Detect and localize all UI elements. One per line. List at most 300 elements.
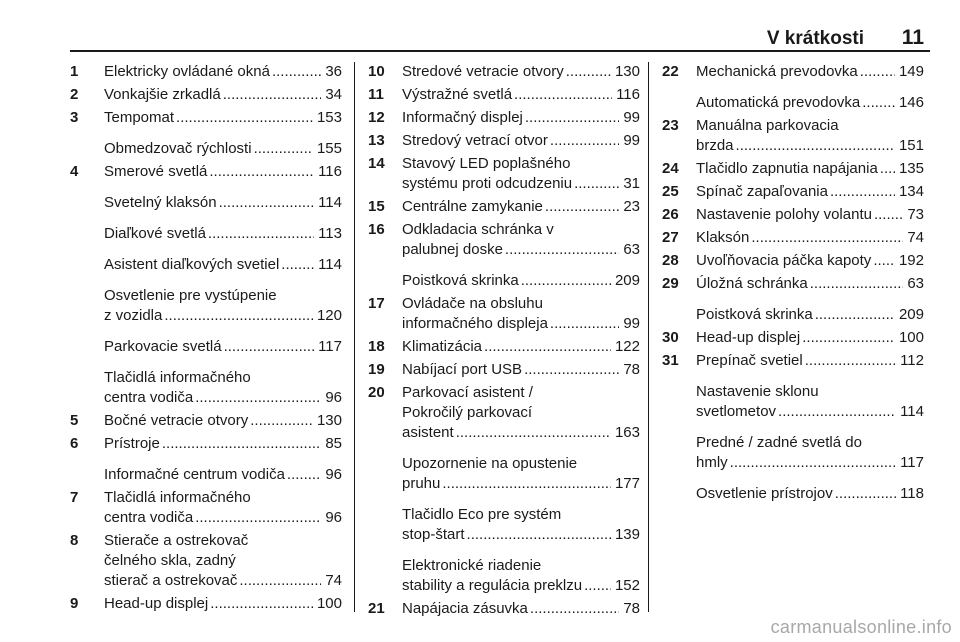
dot-leader — [272, 62, 321, 82]
entry-text — [696, 159, 924, 179]
entry-label: Automatická prevodovka — [696, 94, 861, 111]
entry-label: Tlačidlo zapnutia napájania — [696, 160, 878, 177]
index-column-2 — [368, 62, 640, 622]
entry-text — [104, 286, 342, 326]
entry-text — [104, 411, 342, 431]
index-entry — [368, 505, 640, 545]
entry-text — [104, 193, 342, 213]
dot-leader — [287, 465, 321, 485]
index-entry — [70, 434, 342, 454]
entry-last-line — [402, 423, 640, 443]
entry-line: Manuálna parkovacia — [696, 117, 839, 134]
entry-label: Bočné vetracie otvory — [104, 412, 249, 429]
index-entry — [368, 556, 640, 596]
page-reference: 114 — [318, 194, 342, 211]
index-entry — [70, 255, 342, 275]
page-reference: 74 — [325, 572, 342, 589]
entry-label: stierač a ostrekovač — [104, 572, 238, 589]
entry-last-line — [402, 174, 640, 194]
item-number: 24 — [662, 160, 679, 177]
entry-label: Nabíjací port USB — [402, 361, 523, 378]
index-entry — [662, 351, 924, 371]
entry-last-line — [402, 337, 640, 357]
dot-leader — [208, 224, 314, 244]
dot-leader — [219, 193, 315, 213]
page-reference: 96 — [325, 389, 342, 406]
dot-leader — [802, 328, 895, 348]
dot-leader — [223, 85, 322, 105]
entry-label: stop-štart — [402, 526, 465, 543]
item-number: 19 — [368, 361, 385, 378]
entry-last-line — [696, 453, 924, 473]
entry-last-line — [402, 314, 640, 334]
entry-line: Stierače a ostrekovač — [104, 532, 249, 549]
entry-label: Spínač zapaľovania — [696, 183, 828, 200]
entry-label: Úložná schránka — [696, 275, 808, 292]
entry-line: Tlačidlá informačného — [104, 369, 251, 386]
entry-label: Informačné centrum vodiča — [104, 466, 285, 483]
item-number: 8 — [70, 532, 79, 549]
entry-last-line — [402, 240, 640, 260]
item-number: 17 — [368, 295, 385, 312]
page-reference: 23 — [623, 198, 640, 215]
page-reference: 96 — [325, 466, 342, 483]
entry-label: centra vodiča — [104, 389, 194, 406]
page-reference: 36 — [325, 63, 342, 80]
dot-leader — [505, 240, 619, 260]
entry-text — [696, 305, 924, 325]
dot-leader — [250, 411, 313, 431]
entry-text — [402, 294, 640, 334]
entry-text — [402, 360, 640, 380]
entry-label: Diaľkové svetlá — [104, 225, 206, 242]
item-number: 29 — [662, 275, 679, 292]
entry-last-line — [696, 62, 924, 82]
index-entry — [70, 193, 342, 213]
dot-leader — [730, 453, 896, 473]
page-reference: 99 — [623, 132, 640, 149]
entry-text — [696, 205, 924, 225]
entry-text — [696, 484, 924, 504]
page-reference: 31 — [623, 175, 640, 192]
entry-last-line — [402, 576, 640, 596]
page-reference: 155 — [316, 140, 342, 157]
index-entry — [70, 162, 342, 182]
page-reference: 85 — [325, 435, 342, 452]
entry-label: asistent — [402, 424, 454, 441]
page-reference: 151 — [898, 137, 924, 154]
entry-text — [402, 599, 640, 619]
item-number: 10 — [368, 63, 385, 80]
dot-leader — [584, 576, 611, 596]
entry-label: Mechanická prevodovka — [696, 63, 858, 80]
entry-last-line — [402, 360, 640, 380]
item-number: 16 — [368, 221, 385, 238]
entry-label: Napájacia zásuvka — [402, 600, 528, 617]
entry-line: Elektronické riadenie — [402, 557, 542, 574]
entry-text — [696, 251, 924, 271]
entry-last-line — [402, 131, 640, 151]
entry-text — [104, 531, 342, 591]
entry-label: brzda — [696, 137, 734, 154]
page-reference: 177 — [614, 475, 640, 492]
entry-text — [104, 594, 342, 614]
dot-leader — [164, 306, 313, 326]
index-entry — [70, 594, 342, 614]
entry-last-line — [104, 62, 342, 82]
entry-text — [104, 62, 342, 82]
index-entry — [70, 337, 342, 357]
entry-last-line — [402, 599, 640, 619]
entry-label: systému proti odcudzeniu — [402, 175, 573, 192]
entry-label: Centrálne zamykanie — [402, 198, 543, 215]
entry-text — [402, 154, 640, 194]
dot-leader — [239, 571, 321, 591]
page-reference: 146 — [898, 94, 924, 111]
index-entry — [662, 205, 924, 225]
item-number: 18 — [368, 338, 385, 355]
dot-leader — [810, 274, 904, 294]
entry-line: Stavový LED poplašného — [402, 155, 571, 172]
entry-text — [104, 224, 342, 244]
dot-leader — [778, 402, 896, 422]
dot-leader — [224, 337, 315, 357]
entry-text — [696, 228, 924, 248]
entry-last-line — [696, 93, 924, 113]
item-number: 27 — [662, 229, 679, 246]
dot-leader — [209, 162, 314, 182]
index-entry — [662, 116, 924, 156]
page-reference: 118 — [900, 485, 924, 502]
index-entry — [368, 85, 640, 105]
entry-label: Vonkajšie zrkadlá — [104, 86, 221, 103]
index-entry — [662, 382, 924, 422]
dot-leader — [442, 474, 611, 494]
entry-text — [696, 328, 924, 348]
item-number: 20 — [368, 384, 385, 401]
page-reference: 114 — [900, 403, 924, 420]
entry-label: pruhu — [402, 475, 441, 492]
item-number: 6 — [70, 435, 79, 452]
dot-leader — [162, 434, 321, 454]
entry-text — [104, 255, 342, 275]
entry-last-line — [402, 197, 640, 217]
index-entry — [70, 224, 342, 244]
page-reference: 74 — [907, 229, 924, 246]
page-reference: 152 — [614, 577, 640, 594]
item-number: 14 — [368, 155, 385, 172]
entry-last-line — [104, 508, 342, 528]
watermark: carmanualsonline.info — [770, 617, 952, 637]
entry-label: Head-up displej — [104, 595, 209, 612]
entry-label: Poistková skrinka — [402, 272, 519, 289]
dot-leader — [566, 62, 611, 82]
entry-label: Stredové vetracie otvory — [402, 63, 564, 80]
entry-text — [104, 85, 342, 105]
page-reference: 100 — [898, 329, 924, 346]
dot-leader — [815, 305, 895, 325]
dot-leader — [254, 139, 313, 159]
entry-last-line — [104, 139, 342, 159]
entry-last-line — [696, 274, 924, 294]
entry-label: Výstražné svetlá — [402, 86, 513, 103]
index-entry — [70, 531, 342, 591]
entry-line: Tlačidlá informačného — [104, 489, 251, 506]
index-entry — [70, 488, 342, 528]
column-divider — [354, 62, 355, 612]
index-entry — [70, 411, 342, 431]
index-entry — [70, 62, 342, 82]
index-entry — [368, 108, 640, 128]
entry-line: Ovládače na obsluhu — [402, 295, 543, 312]
page-reference: 113 — [318, 225, 342, 242]
entry-label: palubnej doske — [402, 241, 503, 258]
dot-leader — [521, 271, 611, 291]
dot-leader — [862, 93, 895, 113]
item-number: 15 — [368, 198, 385, 215]
dot-leader — [514, 85, 612, 105]
dot-leader — [873, 251, 895, 271]
page-reference: 63 — [907, 275, 924, 292]
entry-line: Upozornenie na opustenie — [402, 455, 578, 472]
page-reference: 209 — [898, 306, 924, 323]
entry-last-line — [104, 337, 342, 357]
dot-leader — [176, 108, 313, 128]
entry-label: Asistent diaľkových svetiel — [104, 256, 280, 273]
entry-label: centra vodiča — [104, 509, 194, 526]
entry-line: Tlačidlo Eco pre systém — [402, 506, 562, 523]
dot-leader — [530, 599, 619, 619]
entry-text — [402, 505, 640, 545]
dot-leader — [550, 314, 619, 334]
entry-last-line — [696, 305, 924, 325]
entry-last-line — [104, 434, 342, 454]
entry-last-line — [104, 411, 342, 431]
index-entry — [368, 154, 640, 194]
entry-text — [402, 556, 640, 596]
item-number: 3 — [70, 109, 79, 126]
page-reference: 139 — [614, 526, 640, 543]
index-entry — [662, 328, 924, 348]
entry-label: Nastavenie polohy volantu — [696, 206, 872, 223]
page-reference: 78 — [623, 361, 640, 378]
item-number: 11 — [368, 86, 384, 103]
item-number: 25 — [662, 183, 679, 200]
entry-line: Parkovací asistent / — [402, 384, 533, 401]
index-entry — [368, 454, 640, 494]
entry-line: Pokročilý parkovací — [402, 404, 533, 421]
entry-label: Osvetlenie prístrojov — [696, 485, 833, 502]
entry-last-line — [104, 306, 342, 326]
page-reference: 122 — [614, 338, 640, 355]
entry-label: Klimatizácia — [402, 338, 483, 355]
entry-text — [402, 337, 640, 357]
dot-leader — [574, 174, 619, 194]
entry-text — [696, 93, 924, 113]
dot-leader — [456, 423, 611, 443]
index-entry — [662, 484, 924, 504]
dot-leader — [281, 255, 314, 275]
page-reference: 130 — [316, 412, 342, 429]
dot-leader — [805, 351, 896, 371]
index-entry — [662, 433, 924, 473]
entry-text — [402, 108, 640, 128]
item-number: 21 — [368, 600, 385, 617]
entry-last-line — [402, 271, 640, 291]
dot-leader — [550, 131, 619, 151]
entry-line: Odkladacia schránka v — [402, 221, 554, 238]
index-entry — [70, 139, 342, 159]
page-reference: 117 — [318, 338, 342, 355]
entry-line: Nastavenie sklonu — [696, 383, 819, 400]
entry-label: Svetelný klaksón — [104, 194, 217, 211]
page-reference: 135 — [898, 160, 924, 177]
entry-last-line — [104, 108, 342, 128]
index-entry — [368, 197, 640, 217]
index-entry — [368, 62, 640, 82]
page-reference: 99 — [623, 315, 640, 332]
page-reference: 134 — [898, 183, 924, 200]
page-reference: 192 — [898, 252, 924, 269]
dot-leader — [524, 360, 619, 380]
column-divider — [648, 62, 649, 612]
dot-leader — [860, 62, 895, 82]
page-reference: 153 — [316, 109, 342, 126]
index-entry — [368, 337, 640, 357]
entry-text — [696, 116, 924, 156]
index-entry — [662, 159, 924, 179]
index-entry — [368, 131, 640, 151]
dot-leader — [751, 228, 903, 248]
index-entry — [70, 286, 342, 326]
page-reference: 96 — [325, 509, 342, 526]
index-entry — [662, 182, 924, 202]
entry-text — [104, 434, 342, 454]
entry-last-line — [104, 594, 342, 614]
entry-last-line — [104, 162, 342, 182]
index-column-3 — [662, 62, 924, 507]
dot-leader — [736, 136, 895, 156]
index-entry — [368, 271, 640, 291]
entry-last-line — [696, 328, 924, 348]
page-reference: 114 — [318, 256, 342, 273]
item-number: 4 — [70, 163, 79, 180]
entry-label: Stredový vetrací otvor — [402, 132, 548, 149]
entry-last-line — [696, 251, 924, 271]
entry-last-line — [104, 571, 342, 591]
entry-line: čelného skla, zadný — [104, 552, 236, 569]
entry-label: z vozidla — [104, 307, 163, 324]
entry-label: Head-up displej — [696, 329, 801, 346]
dot-leader — [195, 508, 321, 528]
item-number: 31 — [662, 352, 679, 369]
page-reference: 34 — [325, 86, 342, 103]
entry-text — [104, 108, 342, 128]
entry-last-line — [696, 136, 924, 156]
dot-leader — [835, 484, 896, 504]
page-reference: 149 — [898, 63, 924, 80]
page-reference: 73 — [907, 206, 924, 223]
entry-last-line — [402, 525, 640, 545]
entry-text — [402, 131, 640, 151]
item-number: 23 — [662, 117, 679, 134]
dot-leader — [210, 594, 313, 614]
entry-text — [402, 197, 640, 217]
entry-label: Obmedzovač rýchlosti — [104, 140, 252, 157]
index-entry — [368, 294, 640, 334]
entry-text — [696, 62, 924, 82]
item-number: 12 — [368, 109, 385, 126]
entry-text — [402, 85, 640, 105]
index-entry — [662, 62, 924, 82]
index-entry — [368, 220, 640, 260]
entry-label: Poistková skrinka — [696, 306, 813, 323]
entry-last-line — [402, 108, 640, 128]
dot-leader — [484, 337, 611, 357]
dot-leader — [880, 159, 895, 179]
index-entry — [368, 360, 640, 380]
entry-text — [402, 383, 640, 443]
item-number: 9 — [70, 595, 79, 612]
item-number: 7 — [70, 489, 79, 506]
index-entry — [662, 228, 924, 248]
entry-text — [104, 488, 342, 528]
item-number: 30 — [662, 329, 679, 346]
dot-leader — [874, 205, 903, 225]
index-entry — [662, 305, 924, 325]
entry-line: Predné / zadné svetlá do — [696, 434, 862, 451]
entry-text — [696, 274, 924, 294]
index-entry — [368, 599, 640, 619]
entry-text — [104, 337, 342, 357]
entry-last-line — [104, 388, 342, 408]
item-number: 2 — [70, 86, 79, 103]
item-number: 26 — [662, 206, 679, 223]
entry-label: Smerové svetlá — [104, 163, 208, 180]
entry-label: Prepínač svetiel — [696, 352, 803, 369]
entry-last-line — [696, 484, 924, 504]
entry-last-line — [696, 402, 924, 422]
page-reference: 163 — [614, 424, 640, 441]
index-entry — [368, 383, 640, 443]
item-number: 1 — [70, 63, 79, 80]
entry-last-line — [696, 182, 924, 202]
index-entry — [662, 274, 924, 294]
index-entry — [662, 251, 924, 271]
entry-text — [402, 454, 640, 494]
entry-label: Prístroje — [104, 435, 160, 452]
entry-last-line — [104, 255, 342, 275]
entry-label: informačného displeja — [402, 315, 548, 332]
entry-last-line — [104, 224, 342, 244]
dot-leader — [545, 197, 619, 217]
entry-text — [402, 271, 640, 291]
index-entry — [70, 368, 342, 408]
entry-text — [696, 433, 924, 473]
entry-text — [104, 162, 342, 182]
entry-text — [104, 465, 342, 485]
page-header — [70, 24, 930, 52]
entry-label: stability a regulácia preklzu — [402, 577, 583, 594]
page-reference: 117 — [900, 454, 924, 471]
entry-last-line — [696, 159, 924, 179]
dot-leader — [525, 108, 619, 128]
entry-last-line — [104, 85, 342, 105]
page-reference: 209 — [614, 272, 640, 289]
dot-leader — [467, 525, 611, 545]
entry-text — [402, 220, 640, 260]
entry-last-line — [696, 228, 924, 248]
